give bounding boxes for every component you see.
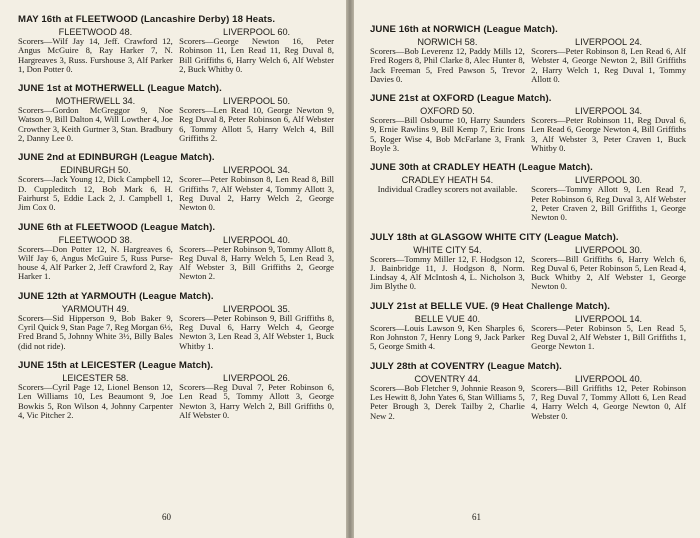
away-team bbox=[531, 175, 686, 222]
home-team-scorers: Scorers—Don Potter 12, N. Hargreaves 6, Wilf Jay 6, Angus McGuire 5, Russ Purse-house 4, Alf Parker 2, Jeff Crawford 2, Ray Harker 1. bbox=[18, 243, 173, 282]
team-columns bbox=[18, 373, 334, 420]
meeting-heading: JUNE 30th at CRADLEY HEATH (League Match). bbox=[370, 162, 593, 174]
home-team-score: OXFORD 50. bbox=[420, 106, 475, 117]
meeting-heading: JUNE 6th at FLEETWOOD (League Match). bbox=[18, 221, 216, 233]
away-team-score: LIVERPOOL 40. bbox=[575, 373, 643, 384]
home-team-score: EDINBURGH 50. bbox=[60, 165, 131, 176]
home-team-score: LEICESTER 58. bbox=[62, 372, 129, 383]
away-team-score: LIVERPOOL 40. bbox=[223, 234, 291, 245]
away-team-scorers: Scorers—George Newton 16, Peter Robinson 11, Len Read 11, Reg Duval 8, Bill Griffiths 6, Harry Welch 6, Alf Webster 2, Buck Whitby 0. bbox=[179, 36, 334, 74]
meeting-heading: JUNE 2nd at EDINBURGH (League Match). bbox=[18, 152, 215, 164]
home-team bbox=[370, 314, 525, 352]
away-team-scorers: Scorers—Reg Duval 7, Peter Robinson 6, Len Read 5, Tommy Allott 3, George Newton 3, Harry Welch 2, Bill Griffiths 0, Alf Webster 0. bbox=[179, 381, 334, 420]
home-team bbox=[370, 374, 525, 421]
team-columns bbox=[370, 37, 686, 84]
team-columns bbox=[18, 165, 334, 212]
home-team bbox=[18, 165, 173, 212]
meets-list-right bbox=[370, 24, 686, 421]
away-team-scorers: Scorers—Peter Robinson 9, Tommy Allott 8, Reg Duval 8, Harry Welch 5, Len Read 3, Alf Webster 3, Bill Griffiths 2, George Newton 2. bbox=[179, 243, 334, 282]
team-columns bbox=[370, 314, 686, 352]
meeting-heading: JUNE 21st at OXFORD (League Match). bbox=[370, 93, 552, 105]
meeting-heading: JUNE 15th at LEICESTER (League Match). bbox=[18, 359, 214, 371]
meeting-heading: JUNE 1st at MOTHERWELL (League Match). bbox=[18, 83, 222, 95]
away-team-scorers: Scorers—Peter Robinson 11, Reg Duval 6, Len Read 6, George Newton 4, Bill Griffiths 3, Alf Webster 3, Peter Craven 1, Buck Whitby 0. bbox=[531, 115, 686, 154]
home-team-scorers: Scorers—Gordon McGreggor 9, Noe Watson 9, Bill Dalton 4, Will Lowther 4, Joe Crowther 3, Keith Gurtner 3, Stan. Bradbury 2, Danny Lee 0. bbox=[18, 105, 173, 144]
meeting-heading: JULY 28th at COVENTRY (League Match). bbox=[370, 360, 562, 372]
meeting-heading: JUNE 16th at NORWICH (League Match). bbox=[370, 24, 558, 35]
meeting-result bbox=[370, 93, 686, 153]
away-team bbox=[179, 235, 334, 282]
meeting-result bbox=[18, 360, 334, 420]
away-team bbox=[179, 304, 334, 351]
away-team-score: LIVERPOOL 30. bbox=[575, 244, 643, 255]
away-team bbox=[531, 37, 686, 84]
away-team-score: LIVERPOOL 50. bbox=[223, 96, 291, 107]
meeting-result bbox=[370, 162, 686, 222]
home-team-score: MOTHERWELL 34. bbox=[55, 96, 136, 107]
away-team-scorers: Scorers—Len Read 10, George Newton 9, Reg Duval 8, Peter Robinson 6, Alf Webster 6, Tommy Allott 5, Harry Welch 4, Bill Griffiths 2. bbox=[179, 105, 334, 144]
away-team-scorers: Scorers—Peter Robinson 9, Bill Griffiths 8, Reg Duval 6, Harry Welch 4, George Newton 3, Len Read 3, Alf Webster 1, Buck Whitby 1. bbox=[179, 312, 334, 351]
away-team bbox=[179, 96, 334, 143]
team-columns bbox=[18, 27, 334, 74]
right-page bbox=[354, 0, 700, 538]
home-team-scorers: Scorers—Bill Osbourne 10, Harry Saunders 9, Ernie Rawlins 9, Bill Kemp 7, Eric Irons 5, Roger Wise 4, Bob McFarlane 3, Frank Boyle 3. bbox=[370, 115, 525, 154]
away-team bbox=[531, 106, 686, 153]
home-team-scorers: Scorers—Sid Hipperson 9, Bob Baker 9, Cyril Quick 9, Stan Page 7, Reg Morgan 6½, Fred Brand 5, Johnny White 3½, Billy Bales (did not ride). bbox=[18, 312, 173, 351]
away-team-score: LIVERPOOL 14. bbox=[575, 313, 643, 324]
meeting-result bbox=[18, 152, 334, 212]
away-team-score: LIVERPOOL 35. bbox=[223, 303, 291, 314]
home-team-score: YARMOUTH 49. bbox=[61, 303, 130, 314]
meeting-result bbox=[18, 222, 334, 282]
meeting-heading: JUNE 12th at YARMOUTH (League Match). bbox=[18, 290, 214, 302]
meeting-heading: JULY 18th at GLASGOW WHITE CITY (League Match). bbox=[370, 231, 619, 243]
meeting-heading: MAY 16th at FLEETWOOD (Lancashire Derby) 18 Heats. bbox=[18, 14, 276, 25]
team-columns bbox=[18, 304, 334, 351]
home-team bbox=[370, 245, 525, 292]
home-team bbox=[18, 235, 173, 282]
home-team bbox=[18, 96, 173, 143]
home-team-score: NORWICH 58. bbox=[417, 37, 478, 47]
away-team-scorers: Scorers—Tommy Allott 9, Len Read 7, Peter Robinson 6, Reg Duval 3, Alf Webster 2, Peter Craven 2, Bill Griffiths 1, George Newton 0. bbox=[531, 184, 686, 223]
home-team-scorers: Scorers—Cyril Page 12, Lionel Benson 12, Len Williams 10, Les Beaumont 9, Joe Bowkis 5, Ron Wilson 4, Johnny Carpenter 4, Vic Pitcher 2. bbox=[18, 381, 173, 420]
team-columns bbox=[370, 374, 686, 421]
home-team bbox=[18, 373, 173, 420]
home-team-score: WHITE CITY 54. bbox=[413, 244, 482, 255]
away-team-score: LIVERPOOL 60. bbox=[223, 27, 291, 37]
home-team-scorers: Scorers—Bob Leverenz 12, Paddy Mills 12, Fred Rogers 8, Phil Clarke 8, Alec Hunter 8, Jack Freeman 5, Fred Pawson 5, Trevor Davies 0. bbox=[370, 46, 525, 84]
home-team-scorers: Scorers—Bob Fletcher 9, Johnnie Reason 9, Les Hewitt 8, John Yates 6, Stan Williams 5, Peter Brough 3, Derek Tailby 2, Charlie New 2. bbox=[370, 382, 525, 421]
away-team-scorers: Scorer—Peter Robinson 8, Len Read 8, Bill Griffiths 7, Alf Webster 4, Tommy Allott 3, Reg Duval 2, Harry Welch 2, George Newton 0. bbox=[179, 174, 334, 213]
meeting-result bbox=[18, 83, 334, 143]
team-columns bbox=[370, 245, 686, 292]
away-team-scorers: Scorers—Bill Griffiths 6, Harry Welch 6, Reg Duval 6, Peter Robinson 5, Len Read 4, Buck Whitby 2, Alf Webster 1, George Newton 0. bbox=[531, 253, 686, 292]
meeting-result bbox=[370, 232, 686, 292]
meeting-heading: JULY 21st at BELLE VUE. (9 Heat Challenge Match). bbox=[370, 300, 611, 312]
page-number-left: 60 bbox=[162, 512, 171, 522]
team-columns bbox=[18, 96, 334, 143]
home-team-score: BELLE VUE 40. bbox=[414, 313, 481, 324]
home-team-scorers: Individual Cradley scorers not available. bbox=[377, 184, 518, 195]
away-team-score: LIVERPOOL 34. bbox=[575, 106, 643, 117]
away-team-score: LIVERPOOL 34. bbox=[223, 165, 291, 176]
away-team-scorers: Scorers—Peter Robinson 5, Len Read 5, Reg Duval 2, Alf Webster 1, Bill Griffiths 1, George Newton 1. bbox=[531, 322, 686, 352]
away-team bbox=[531, 245, 686, 292]
meeting-result bbox=[18, 14, 334, 74]
home-team bbox=[18, 27, 173, 74]
home-team-scorers: Scorers—Jack Young 12, Dick Campbell 12, D. Cuppleditch 12, Bob Mark 6, H. Fairhurst 5, Eddie Lack 2, J. Campbell 1, Jim Cox 0. bbox=[18, 174, 173, 213]
away-team-score: LIVERPOOL 30. bbox=[575, 175, 643, 186]
away-team bbox=[531, 314, 686, 352]
home-team-score: CRADLEY HEATH 54. bbox=[401, 175, 494, 186]
home-team-score: FLEETWOOD 38. bbox=[58, 234, 133, 245]
home-team-scorers: Scorers—Tommy Miller 12, F. Hodgson 12, J. Bainbridge 11, J. Hodgson 8, Norm. Lindsay 4, Alf McIntosh 4, L. Nicholson 3, Jim Blythe 0. bbox=[370, 253, 525, 292]
away-team bbox=[179, 165, 334, 212]
home-team-scorers: Scorers—Wilf Jay 14, Jeff. Crawford 12, Angus McGuire 8, Ray Harker 7, N. Hargreaves 3, Russ. Furshouse 3, Alf Parker 1, Don Potter 0. bbox=[18, 36, 173, 74]
meeting-result bbox=[370, 301, 686, 352]
away-team bbox=[531, 374, 686, 421]
team-columns bbox=[370, 106, 686, 153]
meeting-result bbox=[370, 24, 686, 84]
team-columns bbox=[18, 235, 334, 282]
away-team bbox=[179, 373, 334, 420]
meeting-result bbox=[18, 291, 334, 351]
home-team-score: COVENTRY 44. bbox=[414, 373, 481, 384]
page-gutter bbox=[346, 0, 354, 538]
away-team bbox=[179, 27, 334, 74]
home-team bbox=[370, 37, 525, 84]
away-team-score: LIVERPOOL 26. bbox=[223, 372, 291, 383]
home-team-score: FLEETWOOD 48. bbox=[58, 27, 133, 37]
home-team-scorers: Scorers—Louis Lawson 9, Ken Sharples 6, Ron Johnston 7, Henry Long 9, Jack Parker 5, George Smith 4. bbox=[370, 322, 525, 352]
home-team bbox=[370, 175, 525, 222]
home-team bbox=[370, 106, 525, 153]
meets-list-left bbox=[18, 14, 334, 420]
home-team bbox=[18, 304, 173, 351]
meeting-result bbox=[370, 361, 686, 421]
page-number-right: 61 bbox=[472, 512, 481, 522]
team-columns bbox=[370, 175, 686, 222]
away-team-score: LIVERPOOL 24. bbox=[575, 37, 643, 47]
left-page bbox=[0, 0, 346, 538]
away-team-scorers: Scorers—Peter Robinson 8, Len Read 6, Alf Webster 4, George Newton 2, Bill Griffiths 2, Harry Welch 1, Reg Duval 1, Tommy Allott 0. bbox=[531, 46, 686, 84]
away-team-scorers: Scorers—Bill Griffiths 12, Peter Robinson 7, Reg Duval 7, Tommy Allott 6, Len Read 4, Harry Welch 4, George Newton 0, Alf Webster 0. bbox=[531, 382, 686, 421]
